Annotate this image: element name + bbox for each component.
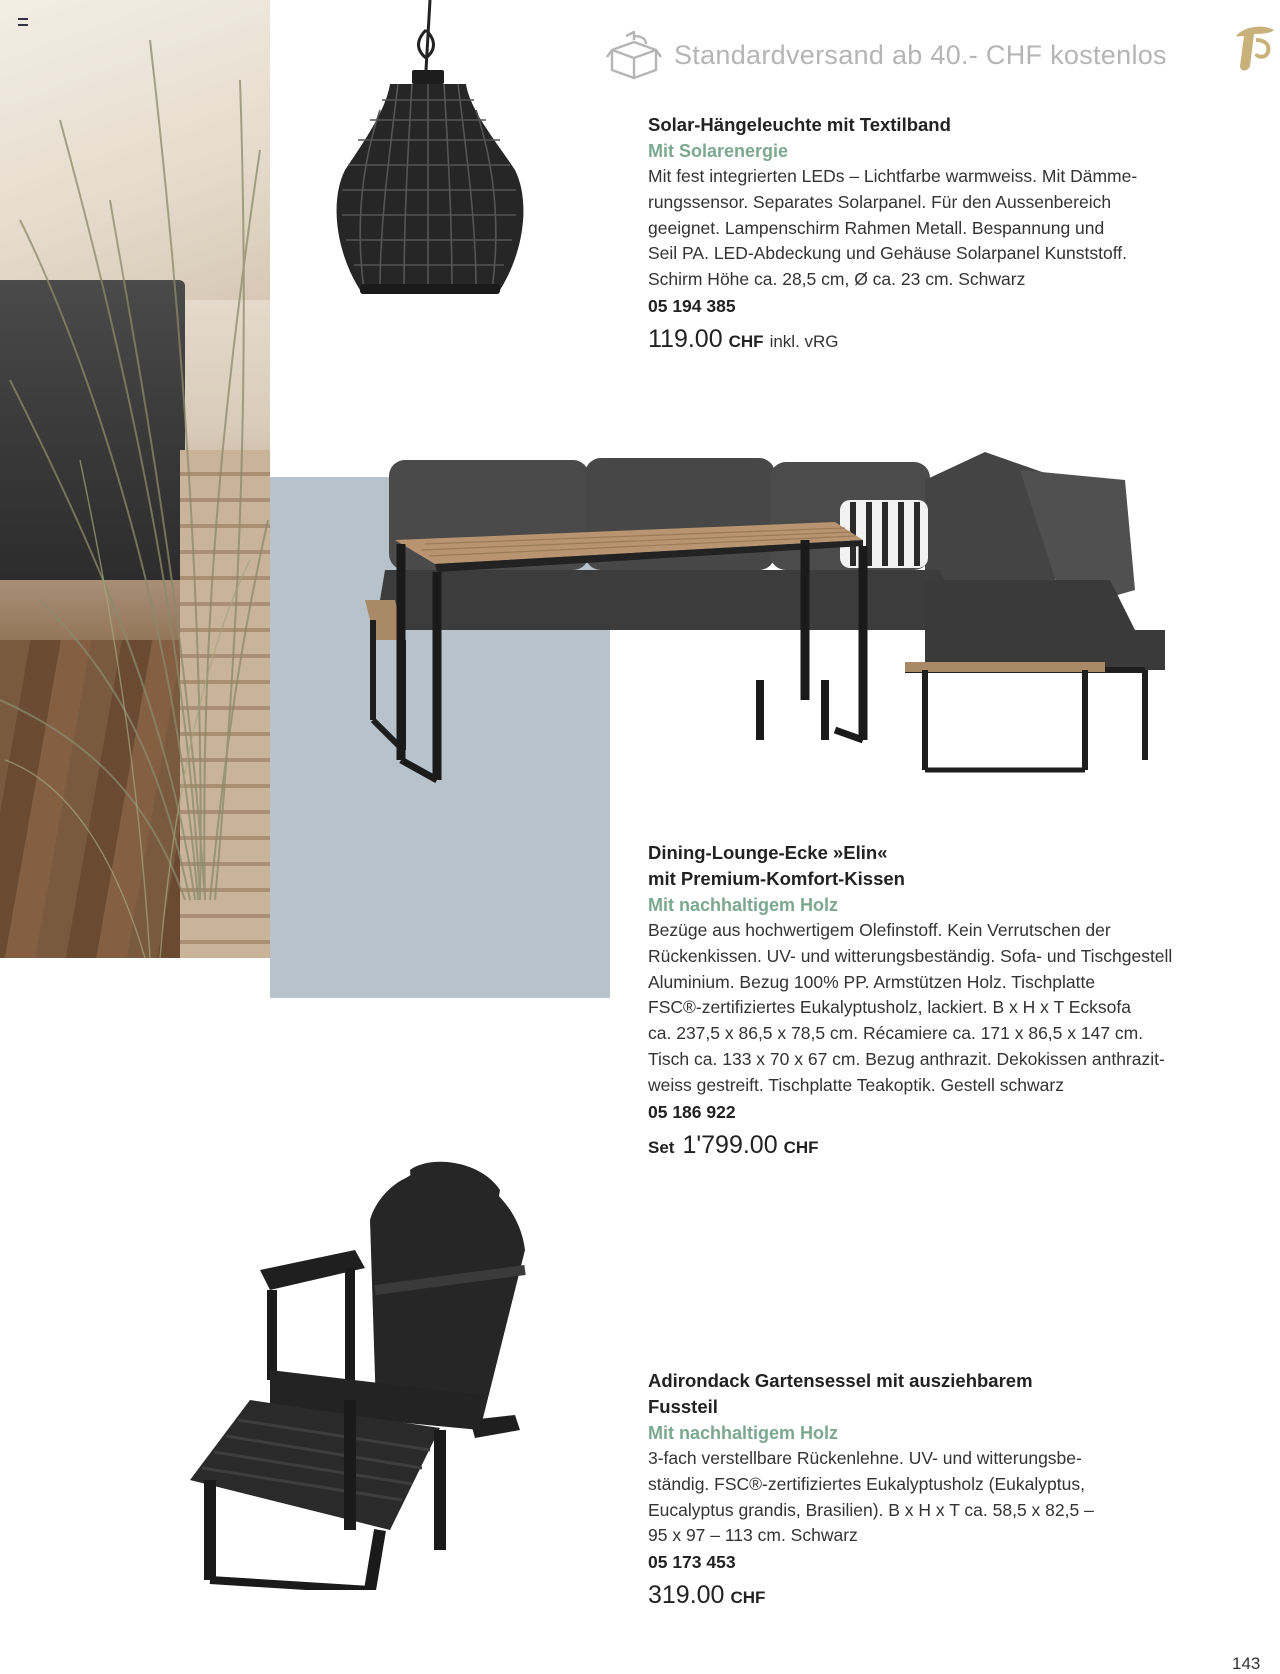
article-number: 05 173 453 [648, 1552, 736, 1573]
price-suffix: inkl. vRG [769, 331, 839, 351]
description-line: Rückenkissen. UV- und witterungsbeständig. Sofa- und Tischgestell [648, 945, 1173, 966]
adirondack-chair-image [180, 1150, 580, 1590]
product-title-line: Fussteil [648, 1396, 718, 1417]
product-solar-pendant-lamp [648, 112, 1248, 354]
product-adirondack-chair [648, 1368, 1248, 1610]
page-marker-icon [18, 18, 28, 26]
shipping-banner [604, 30, 1167, 80]
shipping-text: Standardversand ab 40.- CHF kostenlos [674, 39, 1167, 70]
product-title-line: Adirondack Gartensessel mit ausziehbarem [648, 1370, 1033, 1391]
product-tag: Mit nachhaltigem Holz [648, 895, 839, 915]
product-dining-lounge-elin [648, 840, 1248, 1160]
lifestyle-photo [0, 0, 270, 958]
product-description [648, 164, 1248, 293]
tchibo-logo-icon [1230, 22, 1278, 74]
product-tag: Mit Solarenergie [648, 141, 789, 161]
description-line: rungssensor. Separates Solarpanel. Für den Aussenbereich [648, 191, 1112, 212]
price-currency: CHF [783, 1137, 819, 1157]
article-number: 05 194 385 [648, 295, 736, 316]
product-title-line: mit Premium-Komfort-Kissen [648, 868, 905, 889]
shipping-box-icon [604, 30, 664, 80]
description-line: Tisch ca. 133 x 70 x 67 cm. Bezug anthrazit. Dekokissen anthrazit- [648, 1048, 1165, 1069]
description-line: Bezüge aus hochwertigem Olefinstoff. Kein Verrutschen der [648, 920, 1111, 940]
price-block [648, 1131, 1248, 1160]
description-line: Seil PA. LED-Abdeckung und Gehäuse Solarpanel Kunststoff. [648, 243, 1127, 264]
dining-lounge-corner-image [365, 440, 1185, 840]
description-line: FSC®-zertifiziertes Eukalyptusholz, lackiert. B x H x T Ecksofa [648, 997, 1131, 1018]
product-tag: Mit nachhaltigem Holz [648, 1423, 839, 1443]
description-line: Mit fest integrierten LEDs – Lichtfarbe warmweiss. Mit Dämme- [648, 166, 1138, 186]
description-line: 3-fach verstellbare Rückenlehne. UV- und witterungsbe- [648, 1448, 1082, 1468]
description-line: geeignet. Lampenschirm Rahmen Metall. Bespannung und [648, 217, 1105, 238]
price-block [648, 1581, 1248, 1610]
description-line: 95 x 97 – 113 cm. Schwarz [648, 1525, 858, 1546]
price-amount: 119.00 [648, 324, 723, 353]
product-description [648, 1446, 1248, 1549]
page-number: 143 [1232, 1654, 1261, 1673]
grass-plant-illustration [0, 0, 270, 958]
description-line: weiss gestreift. Tischplatte Teakoptik. Gestell schwarz [648, 1074, 1064, 1095]
price-block [648, 325, 1248, 354]
description-line: Aluminium. Bezug 100% PP. Armstützen Holz. Tischplatte [648, 971, 1096, 992]
price-amount: 319.00 [648, 1581, 725, 1610]
price-currency: CHF [728, 331, 764, 351]
description-line: ständig. FSC®-zertifiziertes Eukalyptusholz (Eukalyptus, [648, 1473, 1085, 1494]
article-number: 05 186 922 [648, 1101, 736, 1122]
price-prefix: Set [648, 1137, 675, 1157]
price-currency: CHF [730, 1588, 766, 1608]
product-title: Solar-Hängeleuchte mit Textilband [648, 114, 951, 135]
description-line: ca. 237,5 x 86,5 x 78,5 cm. Récamiere ca. 171 x 86,5 x 147 cm. [648, 1023, 1144, 1044]
pendant-lamp-image [320, 0, 530, 320]
price-amount: 1'799.00 [682, 1130, 778, 1159]
description-line: Eucalyptus grandis, Brasilien). B x H x T ca. 58,5 x 82,5 – [648, 1499, 1094, 1520]
product-title-line: Dining-Lounge-Ecke »Elin« [648, 842, 888, 863]
product-description [648, 918, 1248, 1099]
description-line: Schirm Höhe ca. 28,5 cm, Ø ca. 23 cm. Schwarz [648, 269, 1026, 290]
